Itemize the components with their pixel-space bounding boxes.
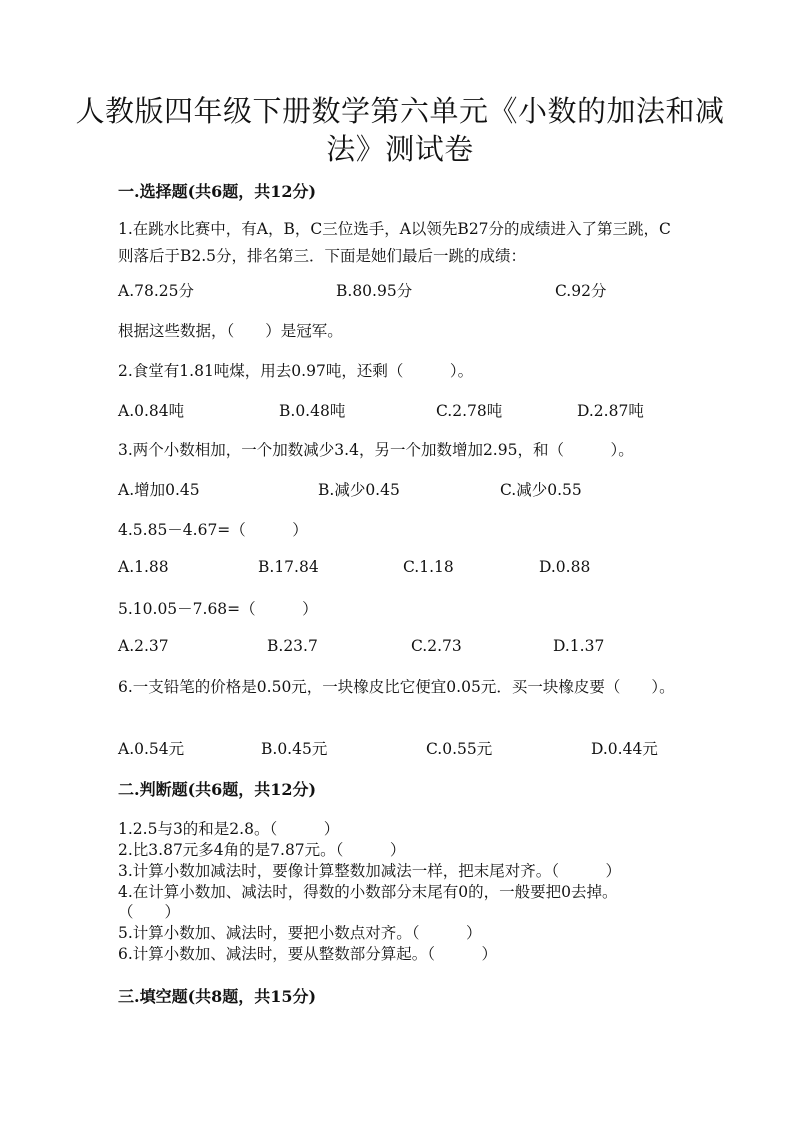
section-heading-judge: 二.判断题(共6题，共12分) bbox=[118, 780, 317, 799]
q4-option-c: C.1.18 bbox=[403, 558, 454, 576]
q1-option-a: A.78.25分 bbox=[118, 282, 194, 300]
judge-item-3: 3.计算小数加减法时，要像计算整数加减法一样，把末尾对齐。（ ） bbox=[118, 862, 622, 880]
question-5-text: 5.10.05－7.68=（ ） bbox=[118, 600, 318, 618]
question-2-text: 2.食堂有1.81吨煤，用去0.97吨，还剩（ ）。 bbox=[118, 362, 474, 380]
q5-option-d: D.1.37 bbox=[553, 637, 605, 655]
q3-option-c: C.减少0.55 bbox=[500, 481, 582, 499]
judge-item-1: 1.2.5与3的和是2.8。（ ） bbox=[118, 820, 340, 838]
judge-item-5: 5.计算小数加、减法时，要把小数点对齐。（ ） bbox=[118, 924, 482, 942]
q5-option-a: A.2.37 bbox=[118, 637, 169, 655]
judge-item-4: 4.在计算小数加、减法时，得数的小数部分末尾有0的，一般要把0去掉。 bbox=[118, 883, 618, 901]
q6-option-a: A.0.54元 bbox=[118, 740, 185, 758]
judge-item-6: 6.计算小数加、减法时，要从整数部分算起。（ ） bbox=[118, 945, 498, 963]
q6-option-d: D.0.44元 bbox=[591, 740, 658, 758]
judge-item-2: 2.比3.87元多4角的是7.87元。（ ） bbox=[118, 841, 406, 859]
q5-option-c: C.2.73 bbox=[411, 637, 462, 655]
title-line-2: 法》测试卷 bbox=[326, 132, 474, 166]
q2-option-a: A.0.84吨 bbox=[118, 402, 185, 420]
section-heading-fill: 三.填空题(共8题，共15分) bbox=[118, 987, 317, 1006]
question-6-text: 6.一支铅笔的价格是0.50元，一块橡皮比它便宜0.05元．买一块橡皮要（ ）。 bbox=[118, 678, 675, 696]
question-1-tail: 根据这些数据，（ ）是冠军。 bbox=[118, 322, 343, 340]
q3-option-a: A.增加0.45 bbox=[118, 481, 200, 499]
q4-option-a: A.1.88 bbox=[118, 558, 169, 576]
q2-option-c: C.2.78吨 bbox=[436, 402, 503, 420]
q4-option-d: D.0.88 bbox=[539, 558, 591, 576]
q2-option-b: B.0.48吨 bbox=[279, 402, 346, 420]
question-3-text: 3.两个小数相加，一个加数减少3.4，另一个加数增加2.95，和（ ）。 bbox=[118, 441, 634, 459]
q3-option-b: B.减少0.45 bbox=[318, 481, 400, 499]
q6-option-c: C.0.55元 bbox=[426, 740, 493, 758]
page-title bbox=[60, 92, 740, 168]
q1-option-c: C.92分 bbox=[555, 282, 607, 300]
judge-item-4-blank: （ ） bbox=[118, 903, 181, 921]
q1-option-b: B.80.95分 bbox=[336, 282, 413, 300]
q2-option-d: D.2.87吨 bbox=[577, 402, 644, 420]
title-line-1: 人教版四年级下册数学第六单元《小数的加法和减 bbox=[75, 94, 725, 128]
q6-option-b: B.0.45元 bbox=[261, 740, 328, 758]
question-1-text: 1.在跳水比赛中，有A，B，C三位选手，A以领先B27分的成绩进入了第三跳，C则落后于B2.5分，排名第三．下面是她们最后一跳的成绩： bbox=[118, 220, 671, 265]
q4-option-b: B.17.84 bbox=[258, 558, 319, 576]
q5-option-b: B.23.7 bbox=[267, 637, 318, 655]
section-heading-choice: 一.选择题(共6题，共12分) bbox=[118, 182, 317, 201]
question-4-text: 4.5.85－4.67=（ ） bbox=[118, 521, 308, 539]
